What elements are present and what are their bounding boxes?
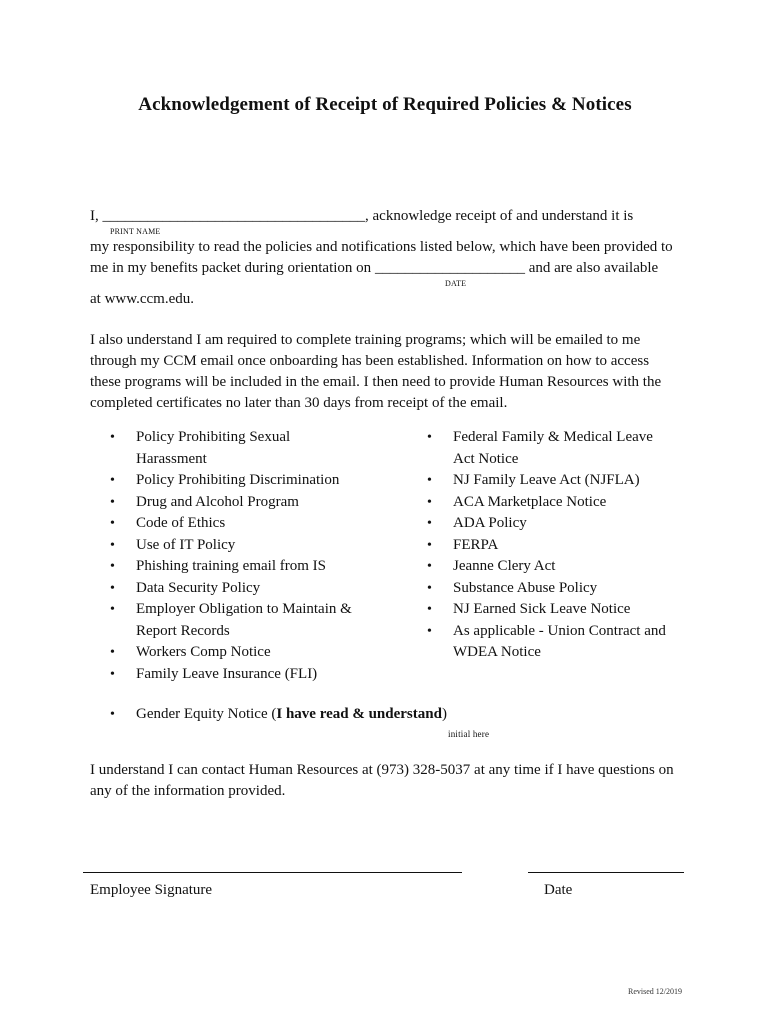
- date-label-small: DATE: [445, 279, 467, 288]
- page-title: Acknowledgement of Receipt of Required Policies & Notices: [138, 94, 632, 115]
- gender-equity-label: Gender Equity Notice (: [136, 706, 277, 722]
- training-line: through my CCM email once onboarding has been established. Information on how to access: [90, 353, 650, 369]
- gender-equity-list: [110, 704, 530, 726]
- contact-paragraph: [90, 760, 674, 802]
- policy-item: • NJ Family Leave Act (NJFLA): [427, 470, 687, 492]
- policy-item: • Substance Abuse Policy: [427, 578, 687, 600]
- policy-item: • ACA Marketplace Notice: [427, 492, 687, 514]
- training-line: I also understand I am required to complete training programs; which will be emailed to me: [90, 332, 641, 348]
- intro-line-1: [90, 206, 633, 227]
- employee-signature-line[interactable]: [83, 872, 462, 873]
- policy-item: • Employer Obligation to Maintain & Report Records: [110, 599, 356, 642]
- training-paragraph: [90, 330, 661, 414]
- intro-line-3-suffix: and are also available: [528, 260, 659, 276]
- policy-item: • Phishing training email from IS: [110, 556, 355, 578]
- signature-date-line[interactable]: [528, 872, 684, 873]
- contact-line: any of the information provided.: [90, 783, 286, 799]
- training-line: these programs will be included in the email. I then need to provide Human Resources with the: [90, 374, 662, 390]
- date-blank[interactable]: ____________________: [374, 260, 525, 276]
- policy-item: • Use of IT Policy: [110, 535, 355, 557]
- policy-item: • FERPA: [427, 535, 687, 557]
- policy-item: • Family Leave Insurance (FLI): [110, 664, 355, 686]
- intro-line-2: my responsibility to read the policies and notifications listed below, which have been provided to: [90, 239, 673, 255]
- intro-line-4: at www.ccm.edu.: [90, 291, 194, 307]
- print-name-label: PRINT NAME: [110, 227, 161, 236]
- signature-date-label: Date: [544, 882, 573, 898]
- intro-line-3: [90, 258, 658, 279]
- intro-prefix: I,: [90, 208, 99, 224]
- revised-date: Revised 12/2019: [628, 987, 682, 996]
- employee-signature-label: Employee Signature: [90, 882, 213, 898]
- gender-equity-close: ): [441, 706, 447, 722]
- initial-here-label: initial here: [448, 729, 490, 739]
- policy-item: • Code of Ethics: [110, 513, 355, 535]
- intro-line-3-prefix: me in my benefits packet during orientation on: [90, 260, 372, 276]
- policy-item: • As applicable - Union Contract and WDEA Notice: [427, 621, 678, 664]
- contact-line: I understand I can contact Human Resources at (973) 328-5037 at any time if I have questions on: [90, 762, 674, 778]
- training-line: completed certificates no later than 30 days from receipt of the email.: [90, 395, 508, 411]
- gender-equity-acknowledge[interactable]: I have read & understand: [276, 706, 442, 722]
- gender-equity-item: [110, 704, 530, 726]
- policy-item: • Federal Family & Medical Leave Act Notice: [427, 427, 663, 470]
- policy-item: • Policy Prohibiting Sexual Harassment: [110, 427, 306, 470]
- policy-item: • ADA Policy: [427, 513, 687, 535]
- policy-item: • Jeanne Clery Act: [427, 556, 687, 578]
- intro-suffix: , acknowledge receipt of and understand it is: [365, 208, 634, 224]
- policy-item: • Policy Prohibiting Discrimination: [110, 470, 355, 492]
- policy-list-left: [110, 427, 355, 685]
- policy-item: • Drug and Alcohol Program: [110, 492, 355, 514]
- print-name-blank[interactable]: ___________________________________: [102, 208, 365, 224]
- policy-item: • Data Security Policy: [110, 578, 355, 600]
- policy-item: • NJ Earned Sick Leave Notice: [427, 599, 687, 621]
- policy-item: • Workers Comp Notice: [110, 642, 355, 664]
- policy-list-right: [427, 427, 687, 664]
